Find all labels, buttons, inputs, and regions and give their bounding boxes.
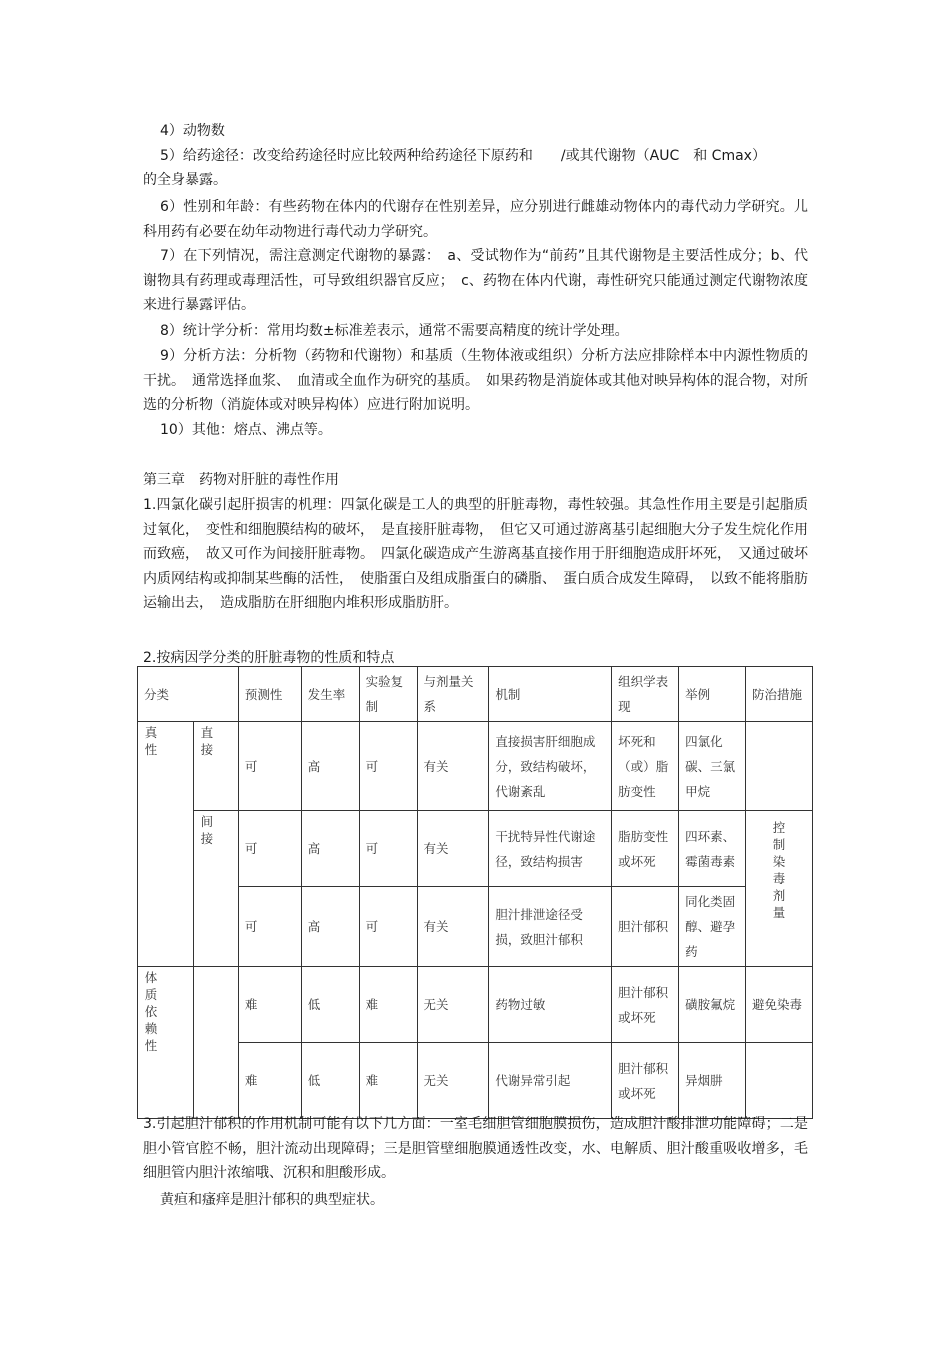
cell-pred: 可	[238, 722, 301, 811]
cell-histo: 胆汁郁积或坏死	[612, 967, 679, 1043]
cell-inc: 高	[301, 722, 359, 811]
chapter-title: 第三章 药物对肝脏的毒性作用	[143, 472, 339, 488]
cell-pred: 可	[238, 887, 301, 967]
section-ccl4-mechanism: 1.四氯化碳引起肝损害的机理：四氯化碳是工人的典型的肝脏毒物，毒性较强。其急性作用主要是引起脂质过氧化， 变性和细胞膜结构的破坏， 是直接肝脏毒物， 但它又可通过游离基引起细胞大分子发生烷化作用而致癌， 故又可作为间接肝脏毒物。 四氯化碳造成产生游离基直接作用于肝细胞造成肝坏死， 又通过破坏内质网结构或抑制某些酶的活性， 使脂蛋白及组成脂蛋白的磷脂、 蛋白质合成发生障碍， 以致不能将脂肪运输出去， 造成脂肪在肝细胞内堆积形成脂肪肝。	[143, 497, 808, 612]
item-route-line1: 5）给药途径：改变给药途径时应比较两种给药途径下原药和 /或其代谢物（AUC 和 Cmax）	[160, 148, 766, 164]
header-prevention: 防治措施	[746, 667, 813, 722]
cell-histo: 坏死和（或）脂肪变性	[612, 722, 679, 811]
cell-histo: 胆汁郁积	[612, 887, 679, 967]
header-predictability: 预测性	[238, 667, 301, 722]
cell-dose: 有关	[417, 811, 489, 887]
cell-inc: 高	[301, 887, 359, 967]
group-idiosyncratic: 体质依赖性	[138, 967, 194, 1119]
item-other: 10）其他：熔点、沸点等。	[160, 422, 332, 438]
cell-rep: 可	[359, 722, 417, 811]
header-mechanism: 机制	[489, 667, 612, 722]
cell-inc: 低	[301, 1043, 359, 1119]
table-row	[138, 887, 813, 967]
cell-example: 四氯化碳、三氯甲烷	[679, 722, 746, 811]
table-row	[138, 967, 813, 1043]
sub-direct: 直接	[193, 722, 238, 811]
cell-prevention-true: 控制染毒剂量	[746, 811, 813, 967]
cell-pred: 可	[238, 811, 301, 887]
cell-rep: 难	[359, 1043, 417, 1119]
item-metabolite-exposure: 7）在下列情况，需注意测定代谢物的暴露： a、受试物作为“前药”且其代谢物是主要活性成分；b、代谢物具有药理或毒理活性，可导致组织器官反应； c、药物在体内代谢，毒性研究只能通过测定代谢物浓度来进行暴露评估。	[143, 248, 808, 313]
closing-note: 黄疸和瘙痒是胆汁郁积的典型症状。	[160, 1192, 384, 1208]
item-analysis-method: 9）分析方法：分析物（药物和代谢物）和基质（生物体液或组织）分析方法应排除样本中内源性物质的干扰。 通常选择血浆、 血清或全血作为研究的基质。 如果药物是消旋体或其他对映异构体的混合物，对所选的分析物（消旋体或对映异构体）应进行附加说明。	[143, 348, 808, 413]
sub-indirect: 间接	[193, 811, 238, 967]
cell-dose: 无关	[417, 967, 489, 1043]
cell-mech: 代谢异常引起	[489, 1043, 612, 1119]
cell-rep: 可	[359, 887, 417, 967]
cell-mech: 直接损害肝细胞成分，致结构破坏，代谢紊乱	[489, 722, 612, 811]
item-statistics: 8）统计学分析：常用均数±标准差表示，通常不需要高精度的统计学处理。	[160, 323, 629, 339]
cell-histo: 胆汁郁积或坏死	[612, 1043, 679, 1119]
section-cholestasis-mechanism: 3.引起胆汁郁积的作用机制可能有以下几方面：一室毛细胆管细胞膜损伤，造成胆汁酸排泄功能障碍；二是胆小管官腔不畅，胆汁流动出现障碍；三是胆管壁细胞膜通透性改变，水、电解质、胆汁酸重吸收增多，毛细胆管内胆汁浓缩哦、沉积和胆酸形成。	[143, 1116, 808, 1181]
header-example: 举例	[679, 667, 746, 722]
cell-inc: 低	[301, 967, 359, 1043]
cell-prevention-idio: 避免染毒	[746, 967, 813, 1043]
cell-pred: 难	[238, 967, 301, 1043]
item-sex-age: 6）性别和年龄：有些药物在体内的代谢存在性别差异，应分别进行雌雄动物体内的毒代动力学研究。儿科用药有必要在幼年动物进行毒代动力学研究。	[143, 199, 808, 240]
header-dose-relation: 与剂量关系	[417, 667, 489, 722]
cell-prevention-empty	[746, 1043, 813, 1119]
cell-prevention-empty	[746, 722, 813, 811]
cell-example: 四环素、霉菌毒素	[679, 811, 746, 887]
cell-dose: 有关	[417, 887, 489, 967]
cell-rep: 难	[359, 967, 417, 1043]
cell-mech: 干扰特异性代谢途径，致结构损害	[489, 811, 612, 887]
hepatotoxin-table	[137, 666, 813, 1119]
header-category: 分类	[138, 667, 239, 722]
header-incidence: 发生率	[301, 667, 359, 722]
item-route-line2: 的全身暴露。	[143, 172, 227, 188]
item-animal-count: 4）动物数	[160, 123, 225, 139]
cell-dose: 无关	[417, 1043, 489, 1119]
cell-histo: 脂肪变性或坏死	[612, 811, 679, 887]
cell-example: 异烟肼	[679, 1043, 746, 1119]
header-histology: 组织学表现	[612, 667, 679, 722]
cell-example: 磺胺氟烷	[679, 967, 746, 1043]
group-true: 真性	[138, 722, 194, 967]
table-row	[138, 811, 813, 887]
header-reproducibility: 实验复制	[359, 667, 417, 722]
sub-empty	[193, 967, 238, 1119]
cell-rep: 可	[359, 811, 417, 887]
cell-inc: 高	[301, 811, 359, 887]
section-table-title: 2.按病因学分类的肝脏毒物的性质和特点	[143, 650, 395, 666]
cell-mech: 胆汁排泄途径受损，致胆汁郁积	[489, 887, 612, 967]
cell-pred: 难	[238, 1043, 301, 1119]
cell-example: 同化类固醇、避孕药	[679, 887, 746, 967]
table-row	[138, 1043, 813, 1119]
cell-mech: 药物过敏	[489, 967, 612, 1043]
table-row	[138, 722, 813, 811]
cell-dose: 有关	[417, 722, 489, 811]
